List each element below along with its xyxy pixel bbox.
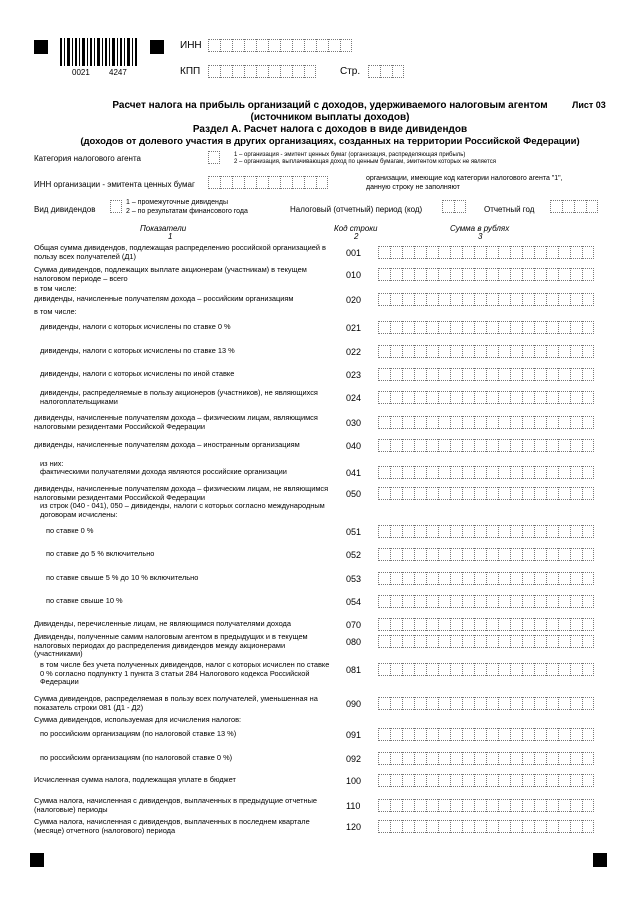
agent-category-label: Категория налогового агента [34,154,141,163]
issuer-inn-label: ИНН организации - эмитента ценных бумаг [34,180,195,189]
row-label: Дивиденды, полученные самим налоговым агентом в предыдущих и в текущем налоговых периодах до распределения дивидендов между акционерами (участниками) [34,632,308,659]
row-code: 020 [346,295,362,305]
issuer-inn-note-2: данную строку не заполняют [366,184,460,191]
corner-marker-top-mid [150,40,164,54]
row-label: дивиденды, начисленные получателям дохода – иностранным организациям [34,440,300,449]
row-label: в том числе без учета полученных дивидендов, налог с которых исчислен по ставке 0 % согласно подпункту 1 пункта 3 статьи 284 Налогового кодекса Российской Федерации [40,660,330,687]
amount-field[interactable] [378,246,594,259]
amount-field[interactable] [378,548,594,561]
row-code: 001 [346,248,362,258]
kpp-field[interactable] [208,65,316,78]
row-code: 041 [346,468,362,478]
row-label: по ставке свыше 10 % [46,596,123,605]
row-code: 023 [346,370,362,380]
row-label: Сумма налога, начисленная с дивидендов, выплаченных в предыдущие отчетные (налоговые) периоды [34,796,318,814]
row-code: 040 [346,441,362,451]
year-label: Отчетный год [484,205,535,214]
dividend-type-label: Вид дивидендов [34,205,96,214]
barcode [60,38,138,66]
row-label: из них: [40,459,64,468]
row-code: 050 [346,489,362,499]
row-code: 091 [346,730,362,740]
amount-field[interactable] [378,439,594,452]
amount-field[interactable] [378,368,594,381]
row-code: 021 [346,323,362,333]
corner-marker-bottom-right [593,853,607,867]
inn-label: ИНН [180,40,202,51]
kpp-label: КПП [180,66,201,77]
inn-field[interactable] [208,39,352,52]
amount-field[interactable] [378,466,594,479]
row-code: 054 [346,597,362,607]
period-field[interactable] [442,200,466,213]
amount-field[interactable] [378,799,594,812]
dividend-type-option-2: 2 – по результатам финансового года [126,208,248,215]
sheet-label: Лист 03 [572,100,606,110]
section-title: Раздел А. Расчет налога с доходов в виде дивидендов [192,124,468,135]
row-label: Сумма налога, начисленная с дивидендов, выплаченных в последнем квартале (месяце) отчетного (налогового) периода [34,817,310,835]
row-code: 053 [346,574,362,584]
section-subtitle: (доходов от долевого участия в других организациях, созданных на территории Российской Федерации) [80,136,580,147]
column-header-indicators: Показатели [140,224,187,233]
row-label: Общая сумма дивидендов, подлежащая распределению российской организацией в пользу всех получателей (Д1) [34,243,326,261]
page-label: Стр. [340,66,361,77]
form-title-sub: (источником выплаты доходов) [250,112,410,123]
amount-field[interactable] [378,635,594,648]
row-label: Дивиденды, перечисленные лицам, не являющимся получателями дохода [34,619,291,628]
amount-field[interactable] [378,663,594,676]
year-field[interactable] [550,200,598,213]
row-label: дивиденды, начисленные получателям дохода – физическим лицам, являющимся налоговыми резидентами Российской Федерации [34,413,318,431]
row-label: Исчисленная сумма налога, подлежащая уплате в бюджет [34,775,236,784]
issuer-inn-field[interactable] [208,176,328,189]
amount-field[interactable] [378,697,594,710]
corner-marker-top-left [34,40,48,54]
amount-field[interactable] [378,572,594,585]
row-label: Сумма дивидендов, используемая для исчисления налогов: [34,715,242,724]
column-header-amount: Сумма в рублях [450,224,510,233]
row-code: 052 [346,550,362,560]
amount-field[interactable] [378,820,594,833]
amount-field[interactable] [378,618,594,631]
row-code: 030 [346,418,362,428]
row-label: дивиденды, начисленные получателям дохода – физическим лицам, не являющимся налоговыми резидентами Российской Федерации [34,484,329,502]
amount-field[interactable] [378,293,594,306]
row-label: фактическими получателями дохода являются российские организации [40,467,287,476]
row-label: по ставке свыше 5 % до 10 % включительно [46,573,199,582]
row-code: 100 [346,776,362,786]
row-label: по ставке 0 % [46,526,94,535]
amount-field[interactable] [378,321,594,334]
row-label: дивиденды, налоги с которых исчислены по ставке 0 % [40,322,231,331]
row-code: 090 [346,699,362,709]
row-label: из строк (040 - 041), 050 – дивиденды, налоги с которых согласно международным договорам исчислены: [40,501,325,519]
amount-field[interactable] [378,595,594,608]
row-code: 081 [346,665,362,675]
row-label: Сумма дивидендов, подлежащих выплате акционерам (участникам) в текущем налоговом периоде – всего [34,265,307,283]
period-label: Налоговый (отчетный) период (код) [290,205,423,214]
amount-field[interactable] [378,416,594,429]
amount-field[interactable] [378,774,594,787]
dividend-type-option-1: 1 – промежуточные дивиденды [126,199,228,206]
row-code: 092 [346,754,362,764]
agent-category-option-2: 2 – организация, выплачивающая доход по ценным бумагам, эмитентом которых не является [234,159,496,165]
row-label: дивиденды, налоги с которых исчислены по иной ставке [40,369,235,378]
row-code: 120 [346,822,362,832]
amount-field[interactable] [378,728,594,741]
row-code: 010 [346,270,362,280]
agent-category-field[interactable] [208,151,220,164]
row-label: дивиденды, налоги с которых исчислены по ставке 13 % [40,346,235,355]
row-code: 070 [346,620,362,630]
row-label: по российским организациям (по налоговой ставке 13 %) [40,729,237,738]
column-number-3: 3 [478,232,483,241]
form-title: Расчет налога на прибыль организаций с доходов, удерживаемого налоговым агентом [112,100,548,111]
amount-field[interactable] [378,391,594,404]
amount-field[interactable] [378,525,594,538]
row-code: 022 [346,347,362,357]
issuer-inn-note-1: организации, имеющие код категории налогового агента "1", [366,175,563,182]
agent-category-option-1: 1 – организация - эмитент ценных бумаг (организация, распределяющая прибыль) [234,152,466,158]
dividend-type-field[interactable] [110,200,122,213]
column-number-2: 2 [354,232,359,241]
row-label: дивиденды, начисленные получателям дохода – российским организациям [34,294,294,303]
row-label: в том числе: [34,307,77,316]
row-label: по ставке до 5 % включительно [46,549,155,558]
amount-field[interactable] [378,487,594,500]
amount-field[interactable] [378,752,594,765]
row-code: 110 [346,801,361,811]
column-header-code: Код строки [334,224,378,233]
row-code: 051 [346,527,362,537]
row-code: 080 [346,637,362,647]
page-number-field[interactable] [368,65,404,78]
amount-field[interactable] [378,345,594,358]
barcode-number-right: 4247 [109,68,127,77]
row-label: по российским организациям (по налоговой ставке 0 %) [40,753,233,762]
row-code: 024 [346,393,362,403]
corner-marker-bottom-left [30,853,44,867]
row-label: дивиденды, распределяемые в пользу акционеров (участников), не являющихся налогоплательщиками [40,388,318,406]
amount-field[interactable] [378,268,594,281]
row-label: в том числе: [34,284,77,293]
row-label: Сумма дивидендов, распределяемая в пользу всех получателей, уменьшенная на показатель строки 081 (Д1 - Д2) [34,694,318,712]
barcode-number-left: 0021 [72,68,90,77]
column-number-1: 1 [168,232,173,241]
